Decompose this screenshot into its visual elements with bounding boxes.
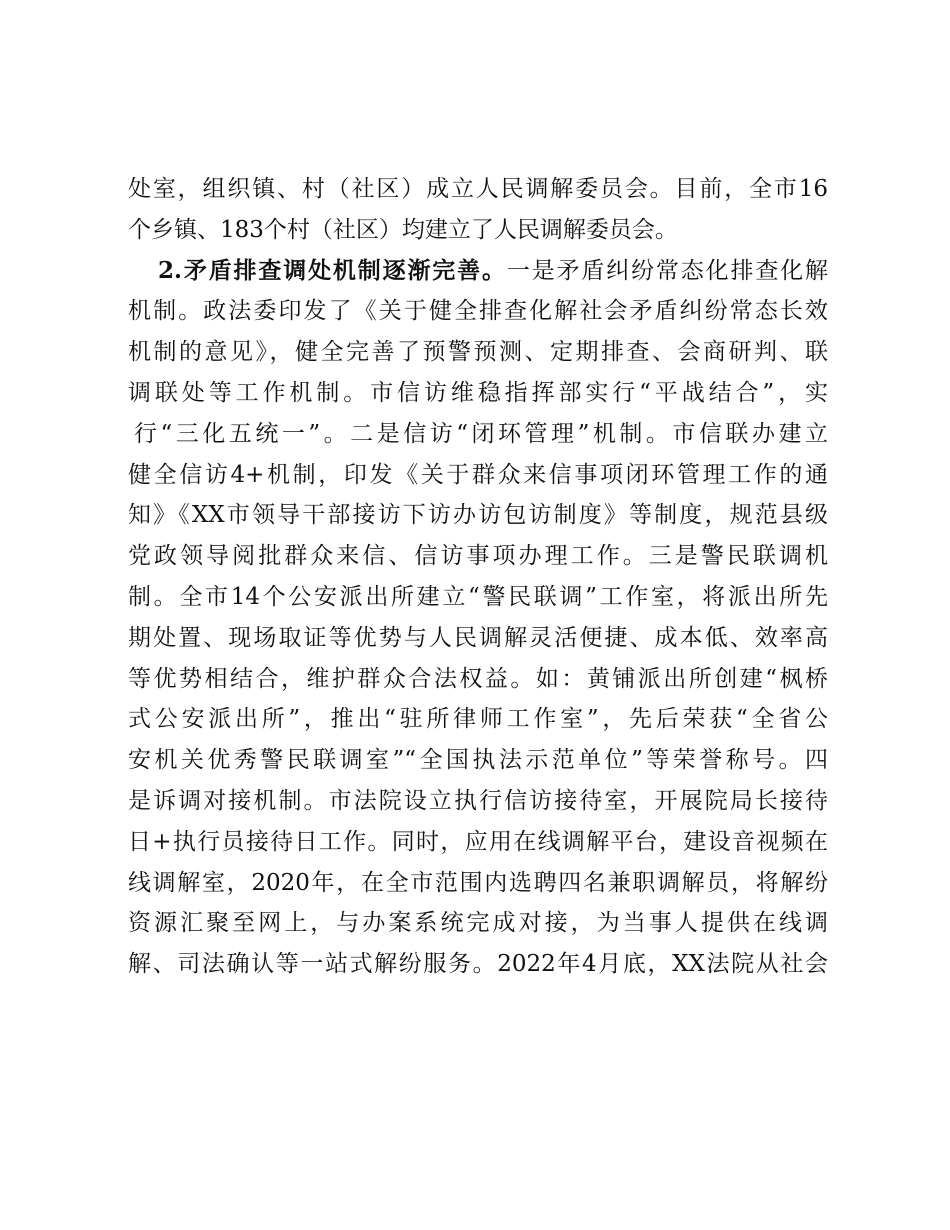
text-line: 式公安派出所”，推出“驻所律师工作室”，先后荣获“全省公 <box>128 706 828 733</box>
text-line: 解、司法确认等一站式解纷服务。2022年4月底，XX法院从社会 <box>128 951 828 978</box>
text-line: 资源汇聚至网上，与办案系统完成对接，为当事人提供在线调 <box>128 910 828 937</box>
text-line: 党政领导阅批群众来信、信访事项办理工作。三是警民联调机 <box>128 543 828 570</box>
text-line: 期处置、现场取证等优势与人民调解灵活便捷、成本低、效率高 <box>128 624 828 651</box>
text-line: 知》《XX市领导干部接访下访办访包访制度》等制度，规范县级 <box>128 502 828 529</box>
text-line: 处室，组织镇、村（社区）成立人民调解委员会。目前，全市16 <box>128 176 828 202</box>
text-line: 安机关优秀警民联调室”“全国执法示范单位”等荣誉称号。四 <box>128 747 828 774</box>
text-line: 机制。政法委印发了《关于健全排查化解社会矛盾纠纷常态长效 <box>128 298 828 325</box>
text-line: 个乡镇、183个村（社区）均建立了人民调解委员会。 <box>128 216 678 243</box>
text-line: 制。全市14个公安派出所建立“警民联调”工作室，将派出所先 <box>128 583 828 610</box>
body-text <box>128 169 828 985</box>
text-span: 一是矛盾纠纷常态化排查化解 <box>506 257 828 284</box>
text-line: 调联处等工作机制。市信访维稳指挥部实行“平战结合”，实 <box>128 379 828 406</box>
section-heading: 2.矛盾排查调处机制逐渐完善。 <box>158 256 507 284</box>
text-line: 健全信访4+机制，印发《关于群众来信事项闭环管理工作的通 <box>128 461 828 488</box>
text-line: 是诉调对接机制。市法院设立执行信访接待室，开展院局长接待 <box>128 787 828 814</box>
text-line: 行“三化五统一”。二是信访“闭环管理”机制。市信联办建立 <box>134 420 828 447</box>
text-line <box>128 251 828 292</box>
text-line: 日+执行员接待日工作。同时，应用在线调解平台，建设音视频在 <box>128 828 828 855</box>
text-line: 机制的意见》，健全完善了预警预测、定期排查、会商研判、联 <box>128 339 828 366</box>
text-line: 等优势相结合，维护群众合法权益。如：黄铺派出所创建“枫桥 <box>128 665 828 692</box>
text-line: 线调解室，2020年，在全市范围内选聘四名兼职调解员，将解纷 <box>128 869 828 896</box>
